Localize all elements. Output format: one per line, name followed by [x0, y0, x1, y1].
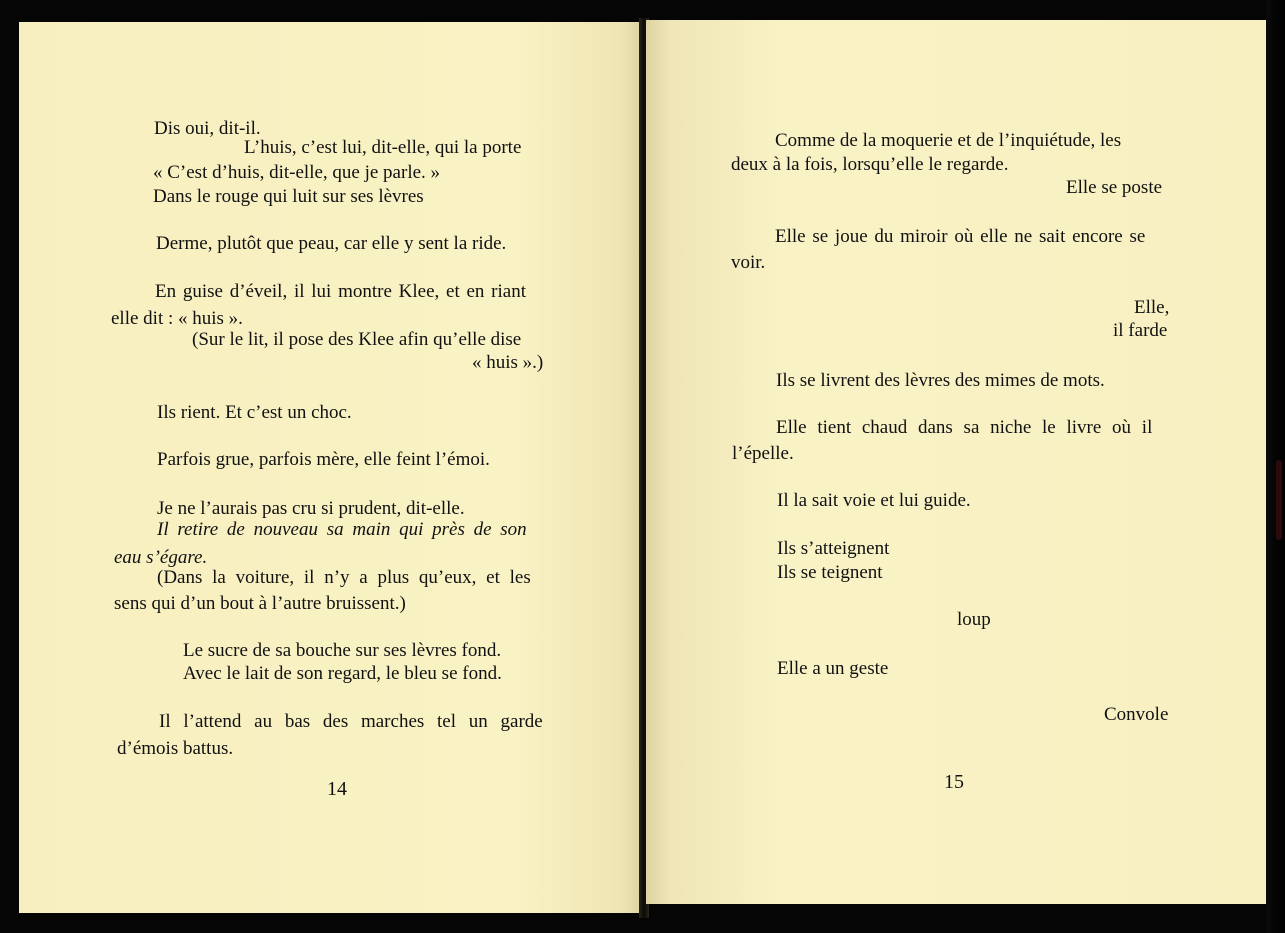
left-line-14: eau s’égare. [114, 547, 208, 568]
right-page-number: 15 [944, 771, 964, 793]
right-line-2: deux à la fois, lorsqu’elle le regarde. [731, 154, 1009, 175]
left-line-7: elle dit : « huis ». [111, 308, 243, 329]
left-line-16: sens qui d’un bout à l’autre bruissent.) [114, 593, 406, 614]
right-line-13: Ils se teignent [777, 562, 883, 583]
scan-edge-mark [1276, 460, 1282, 540]
left-line-4: Dans le rouge qui luit sur ses lèvres [153, 186, 424, 207]
right-line-15: Elle a un geste [777, 658, 889, 679]
left-line-15: (Dans la voiture, il n’y a plus qu’eux, et les [157, 567, 531, 588]
right-line-7: il farde [1113, 320, 1168, 341]
right-line-11: Il la sait voie et lui guide. [777, 490, 971, 511]
right-line-12: Ils s’atteignent [777, 538, 890, 559]
left-page [19, 22, 641, 913]
left-line-17: Le sucre de sa bouche sur ses lèvres fond. [183, 640, 502, 661]
right-line-3: Elle se poste [1066, 177, 1163, 198]
left-line-1: Dis oui, dit-il. [154, 118, 261, 139]
right-line-6: Elle, [1134, 297, 1170, 318]
right-line-9: Elle tient chaud dans sa niche le livre où il [776, 417, 1153, 438]
right-line-1: Comme de la moquerie et de l’inquiétude, les [775, 130, 1122, 151]
left-line-11: Parfois grue, parfois mère, elle feint l’émoi. [157, 449, 490, 470]
left-line-13: Il retire de nouveau sa main qui près de son [157, 519, 527, 540]
left-line-5: Derme, plutôt que peau, car elle y sent la ride. [156, 233, 507, 254]
right-line-8: Ils se livrent des lèvres des mimes de mots. [776, 370, 1105, 391]
left-line-9: « huis ».) [472, 352, 544, 373]
left-line-18: Avec le lait de son regard, le bleu se fond. [183, 663, 502, 684]
left-line-20: d’émois battus. [117, 738, 234, 759]
right-line-14: loup [957, 609, 991, 630]
left-line-10: Ils rient. Et c’est un choc. [157, 402, 352, 423]
left-line-12: Je ne l’aurais pas cru si prudent, dit-elle. [157, 498, 465, 519]
right-line-10: l’épelle. [732, 443, 794, 464]
left-line-3: « C’est d’huis, dit-elle, que je parle. » [153, 162, 441, 183]
left-line-8: (Sur le lit, il pose des Klee afin qu’elle dise [192, 329, 522, 350]
right-line-16: Convole [1104, 704, 1169, 725]
left-line-2: L’huis, c’est lui, dit-elle, qui la porte [244, 137, 522, 158]
left-page-number: 14 [327, 778, 347, 800]
left-line-19: Il l’attend au bas des marches tel un garde [159, 711, 543, 732]
left-line-6: En guise d’éveil, il lui montre Klee, et en riant [155, 281, 526, 302]
right-line-5: voir. [731, 252, 766, 273]
right-page [646, 20, 1266, 904]
right-line-4: Elle se joue du miroir où elle ne sait encore se [775, 226, 1146, 247]
